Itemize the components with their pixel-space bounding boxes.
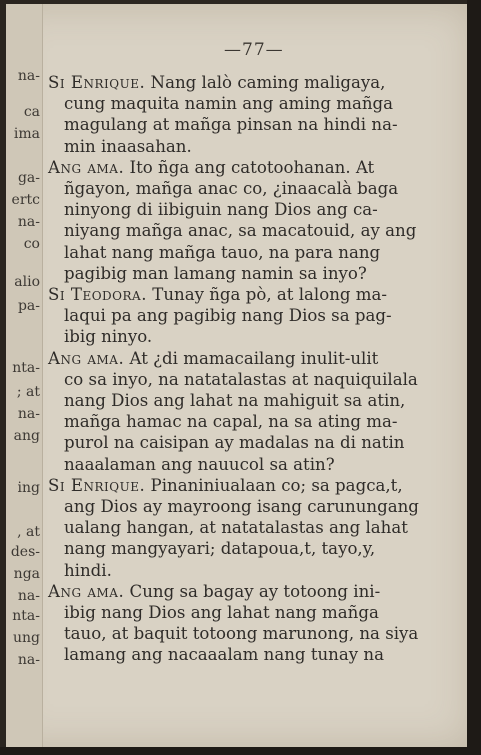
- book-page: [6, 4, 472, 748]
- dialogue-paragraph: [48, 475, 456, 581]
- previous-page-fragment: nta-: [12, 360, 40, 376]
- previous-page-fragment: alio: [14, 274, 40, 290]
- text-line: Nang lalò caming maligaya,: [150, 73, 386, 92]
- text-line: ibig nang Dios ang lahat nang mañga: [64, 603, 379, 623]
- text-line: laqui pa ang pagibig nang Dios sa pag-: [64, 306, 392, 326]
- previous-page-fragment: des-: [10, 544, 40, 560]
- text-line: nang mangyayari; datapoua,t, tayo,y,: [64, 539, 376, 559]
- previous-page-fragment: na-: [17, 652, 40, 668]
- previous-page-fragment: pa-: [17, 298, 40, 314]
- speaker-label: Si Enrique.: [48, 73, 146, 92]
- previous-page-fragment: ima: [13, 126, 40, 142]
- previous-page-margin: [6, 4, 43, 748]
- text-line: naaalaman ang nauucol sa atin?: [64, 454, 335, 474]
- text-line: ibig ninyo.: [64, 327, 153, 347]
- text-line: Pinaniniualaan co; sa pagca,t,: [150, 475, 403, 495]
- previous-page-fragment: ertc: [11, 192, 40, 208]
- text-line: pagibig man lamang namin sa inyo?: [64, 263, 367, 283]
- text-line: niyang mañga anac, sa macatouid, ay ang: [64, 221, 417, 241]
- text-line: co sa inyo, na natatalastas at naquiquilala: [64, 369, 418, 389]
- previous-page-fragment: na-: [17, 214, 40, 230]
- previous-page-fragment: na-: [17, 406, 40, 422]
- text-line: cung maquita namin ang aming mañga: [64, 94, 394, 114]
- speaker-label: Ang ama.: [48, 157, 125, 177]
- dialogue-paragraph: [48, 157, 456, 284]
- text-line: magulang at mañga pinsan na hindi na-: [64, 115, 398, 135]
- text-line: mañga hamac na capal, na sa ating ma-: [64, 412, 398, 432]
- text-line: ñgayon, mañga anac co, ¿inaacalà baga: [64, 179, 399, 199]
- previous-page-fragment: na-: [17, 68, 40, 84]
- previous-page-fragment: ung: [13, 630, 40, 646]
- previous-page-fragment: , at: [17, 524, 40, 540]
- previous-page-fragment: co: [23, 236, 40, 252]
- text-line: tauo, at baquit totoong marunong, na siya: [64, 624, 419, 644]
- page-number: —77—: [224, 40, 284, 60]
- dialogue-paragraph: [48, 348, 456, 475]
- text-line: ualang hangan, at natatalastas ang lahat: [64, 518, 408, 538]
- text-line: min inaasahan.: [64, 136, 192, 156]
- text-line: purol na caisipan ay madalas na di natin: [64, 433, 405, 453]
- previous-page-fragment: ca: [23, 104, 40, 120]
- binding-shadow-right: [467, 0, 481, 755]
- dialogue-paragraph: [48, 284, 456, 348]
- text-line: ninyong di iibiguin nang Dios ang ca-: [64, 200, 378, 220]
- speaker-label: Si Enrique.: [48, 475, 146, 495]
- text-line: Tunay ñga pò, at lalong ma-: [152, 285, 388, 305]
- text-line: hindi.: [64, 560, 112, 580]
- text-line: nang Dios ang lahat na mahiguit sa atin,: [64, 391, 406, 411]
- binding-shadow-bottom: [0, 747, 481, 755]
- speaker-label: Ang ama.: [48, 348, 125, 368]
- previous-page-fragment: nta-: [12, 608, 40, 624]
- dialogue-paragraph: [48, 581, 456, 666]
- speaker-label: Ang ama.: [48, 581, 125, 601]
- text-line: At ¿di mamacailang inulit-ulit: [129, 348, 379, 368]
- previous-page-fragment: ; at: [16, 384, 40, 400]
- text-line: ang Dios ay mayroong isang carunungang: [64, 497, 419, 517]
- previous-page-fragment: na-: [17, 588, 40, 604]
- speaker-label: Si Teodora.: [48, 285, 147, 305]
- text-line: Cung sa bagay ay totoong ini-: [129, 581, 381, 601]
- dialogue-paragraph: [48, 72, 456, 157]
- previous-page-fragment: ga-: [17, 170, 40, 186]
- text-line: lahat nang mañga tauo, na para nang: [64, 242, 381, 262]
- text-line: Ito ñga ang catotoohanan. At: [129, 157, 375, 177]
- text-line: lamang ang nacaaalam nang tunay na: [64, 645, 384, 665]
- previous-page-fragment: nga: [13, 566, 40, 582]
- previous-page-fragment: ing: [17, 480, 40, 496]
- dialogue-text: [48, 72, 456, 666]
- previous-page-fragment: ang: [13, 428, 40, 444]
